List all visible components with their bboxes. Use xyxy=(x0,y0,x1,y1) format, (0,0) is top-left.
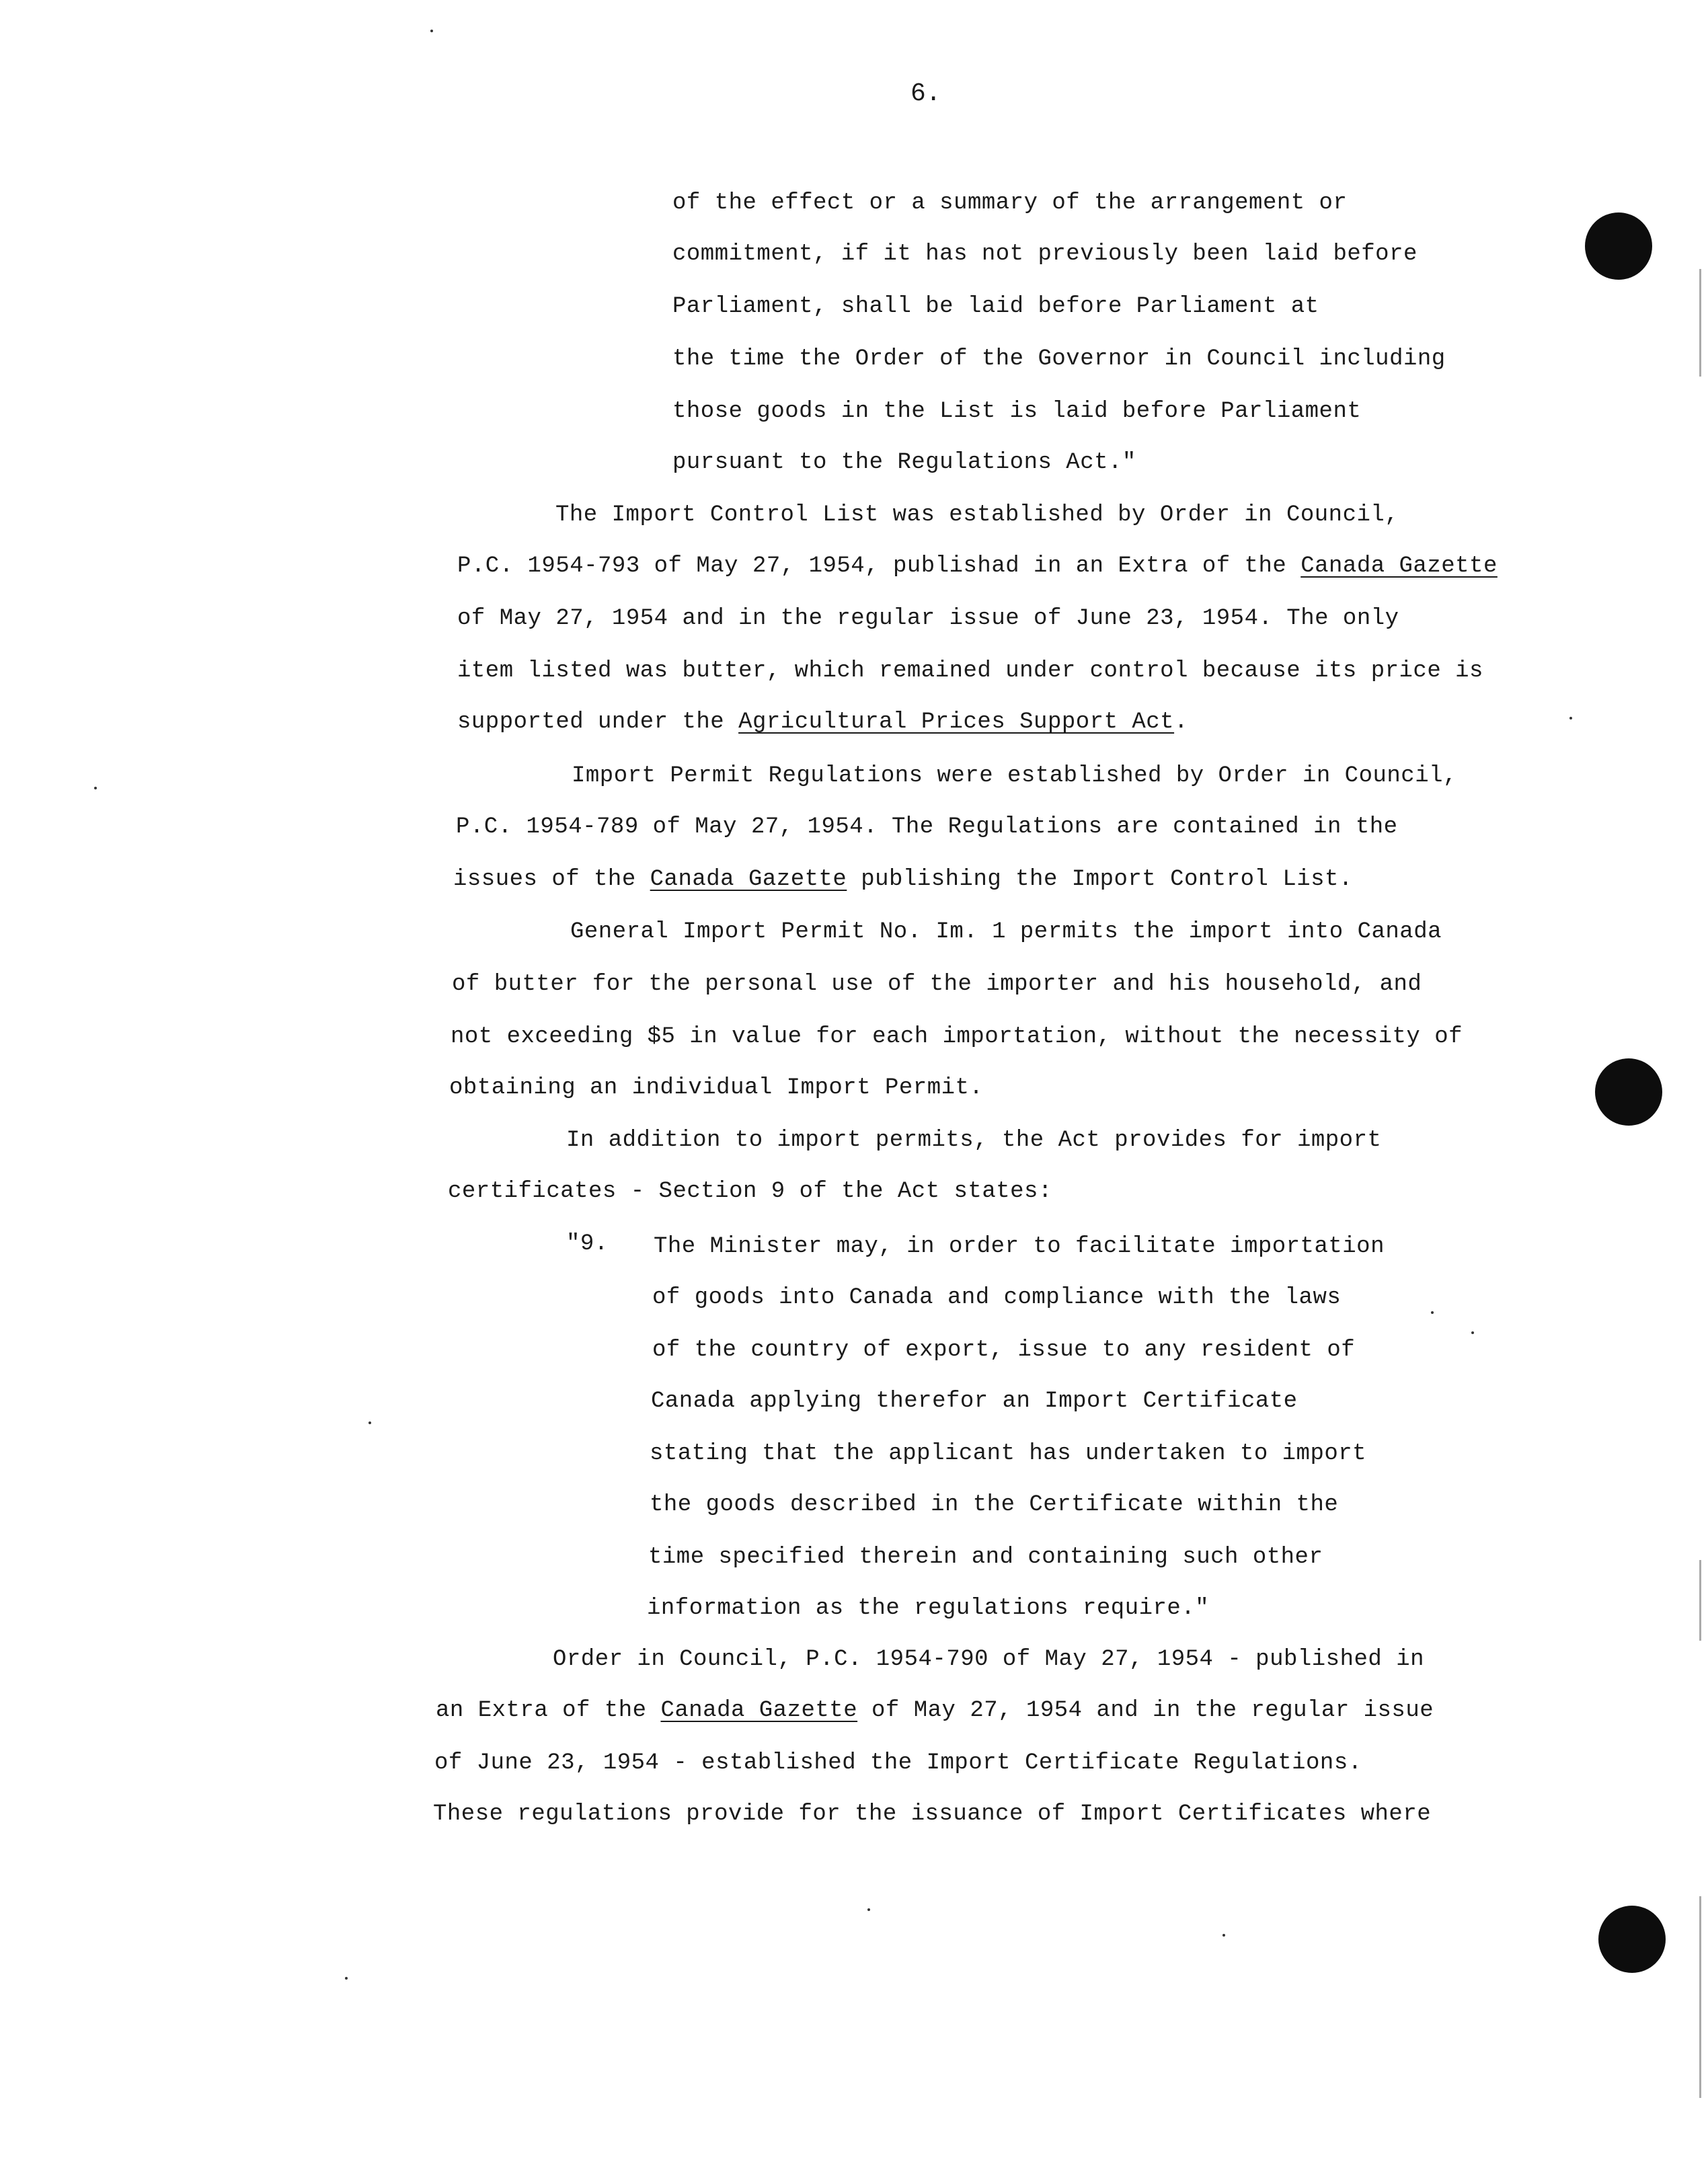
paragraph-line: certificates - Section 9 of the Act states: xyxy=(448,1179,1052,1204)
scan-edge-mark xyxy=(1699,1560,1701,1641)
page-number: 6. xyxy=(910,79,941,108)
punch-hole-bottom xyxy=(1598,1906,1666,1973)
paragraph-line: Import Permit Regulations were established by Order in Council, xyxy=(572,763,1457,789)
paragraph-line xyxy=(457,553,1498,580)
quote-line: the time the Order of the Governor in Council including xyxy=(672,346,1446,372)
scan-speck xyxy=(1471,1331,1474,1334)
quote-line: those goods in the List is laid before Parliament xyxy=(672,399,1362,424)
section-line: Canada applying therefor an Import Certificate xyxy=(651,1389,1298,1414)
quote-line: pursuant to the Regulations Act." xyxy=(672,450,1136,475)
text-run: issues of the xyxy=(453,867,650,892)
paragraph-line: Order in Council, P.C. 1954-790 of May 27, 1954 - published in xyxy=(553,1647,1425,1672)
section-line: information as the regulations require." xyxy=(647,1596,1210,1621)
scan-speck xyxy=(1222,1934,1225,1937)
paragraph-line: P.C. 1954-789 of May 27, 1954. The Regulations are contained in the xyxy=(456,814,1398,840)
section-line: time specified therein and containing such other xyxy=(648,1545,1323,1570)
section-number: "9. xyxy=(566,1231,609,1257)
paragraph-line: not exceeding $5 in value for each importation, without the necessity of xyxy=(451,1024,1463,1050)
section-line: of goods into Canada and compliance with the laws xyxy=(652,1285,1342,1311)
paragraph-line: These regulations provide for the issuance of Import Certificates where xyxy=(433,1801,1432,1827)
text-run: supported under the xyxy=(457,709,739,735)
publication-title: Canada Gazette xyxy=(650,867,847,892)
publication-title: Canada Gazette xyxy=(1301,553,1498,579)
scan-speck xyxy=(1431,1311,1434,1314)
publication-title: Canada Gazette xyxy=(660,1698,858,1723)
text-run: publishing the Import Control List. xyxy=(847,867,1353,892)
paragraph-line xyxy=(453,866,1353,893)
text-run: P.C. 1954-793 of May 27, 1954, publishad in an Extra of the xyxy=(457,553,1301,579)
scan-speck xyxy=(345,1977,348,1980)
scan-speck xyxy=(430,30,433,32)
punch-hole-middle xyxy=(1595,1058,1662,1126)
paragraph-line: of June 23, 1954 - established the Import Certificate Regulations. xyxy=(434,1750,1362,1776)
paragraph-line: In addition to import permits, the Act provides for import xyxy=(566,1128,1382,1153)
paragraph-line: The Import Control List was established by Order in Council, xyxy=(555,502,1399,528)
paragraph-line: obtaining an individual Import Permit. xyxy=(449,1075,984,1101)
paragraph-line: General Import Permit No. Im. 1 permits the import into Canada xyxy=(570,919,1442,945)
paragraph-line: of May 27, 1954 and in the regular issue of June 23, 1954. The only xyxy=(457,606,1399,631)
paragraph-line: item listed was butter, which remained under control because its price is xyxy=(457,658,1483,684)
text-run: of May 27, 1954 and in the regular issue xyxy=(857,1698,1434,1723)
text-run: . xyxy=(1174,709,1188,735)
text-run: an Extra of the xyxy=(436,1698,661,1723)
scan-edge-mark xyxy=(1699,1896,1701,2098)
scan-speck xyxy=(1569,717,1572,719)
scan-speck xyxy=(368,1421,371,1424)
section-line: stating that the applicant has undertaken to import xyxy=(650,1441,1367,1467)
section-line: of the country of export, issue to any resident of xyxy=(652,1337,1356,1363)
scan-speck xyxy=(94,787,97,789)
paragraph-line xyxy=(457,709,1188,736)
scan-edge-mark xyxy=(1699,269,1701,377)
punch-hole-top xyxy=(1585,212,1652,280)
section-line: The Minister may, in order to facilitate importation xyxy=(654,1234,1385,1259)
scan-speck xyxy=(867,1908,870,1911)
paragraph-line xyxy=(436,1697,1434,1724)
paragraph-line: of butter for the personal use of the importer and his household, and xyxy=(452,972,1422,997)
quote-line: of the effect or a summary of the arrangement or xyxy=(672,190,1348,216)
act-title: Agricultural Prices Support Act xyxy=(738,709,1175,735)
quote-line: Parliament, shall be laid before Parliament at xyxy=(672,294,1319,319)
section-line: the goods described in the Certificate within the xyxy=(650,1492,1339,1518)
quote-line: commitment, if it has not previously been laid before xyxy=(672,241,1418,267)
